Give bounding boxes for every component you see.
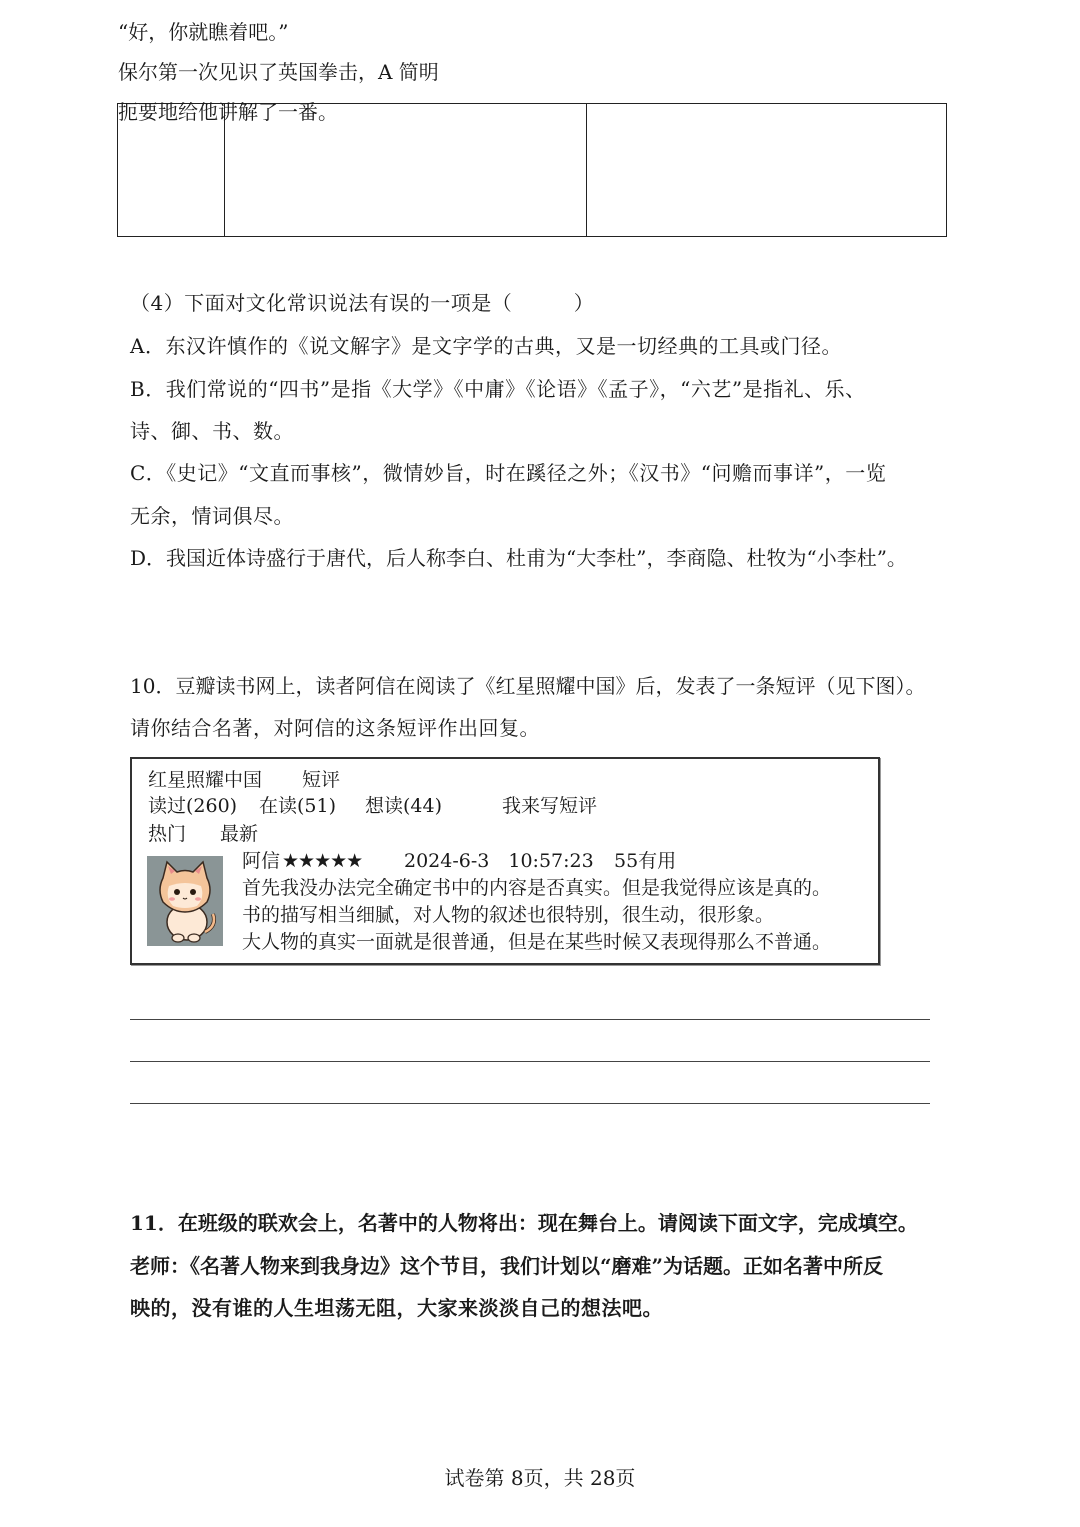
review-section-label: 短评 <box>302 769 341 791</box>
q4-option-c-cont: 无余，情词俱尽。 <box>130 504 294 528</box>
review-datetime: 2024-6-3 10:57:23 <box>404 850 594 872</box>
q4-stem: （4）下面对文化常识说法有误的一项是（ ） <box>130 291 595 315</box>
stat-read: 读过(260) <box>148 795 238 817</box>
tab-hot: 热门 <box>148 823 187 845</box>
q4-option-a: A．东汉许慎作的《说文解字》是文字学的古典，又是一切经典的工具或门径。 <box>130 334 842 358</box>
q10-line1: 10．豆瓣读书网上，读者阿信在阅读了《红星照耀中国》后，发表了一条短评（见下图）。 <box>130 674 926 698</box>
q4-option-d: D．我国近体诗盛行于唐代，后人称李白、杜甫为“大李杜”，李商隐、杜牧为“小李杜”。 <box>130 546 907 570</box>
tab-latest: 最新 <box>220 823 259 845</box>
answer-line <box>130 1019 930 1020</box>
review-card <box>130 757 880 965</box>
table-line: 保尔第一次见识了英国拳击，A 简明 <box>118 60 439 84</box>
table-divider <box>586 104 587 236</box>
review-useful-count: 55有用 <box>614 850 677 872</box>
q11-line3: 映的，没有谁的人生坦荡无阻，大家来淡淡自己的想法吧。 <box>130 1296 663 1320</box>
stat-want: 想读(44) <box>365 795 443 817</box>
answer-line <box>130 1061 930 1062</box>
review-stars: ★★★★★ <box>282 850 363 872</box>
review-body-line: 大人物的真实一面就是很普通，但是在某些时候又表现得那么不普通。 <box>242 931 832 953</box>
review-book-title: 红星照耀中国 <box>148 769 263 791</box>
q4-option-b-cont: 诗、御、书、数。 <box>130 419 294 443</box>
table-cell-text <box>118 12 439 132</box>
q11-line1: 11．在班级的联欢会上，名著中的人物将出：现在舞台上。请阅读下面文字，完成填空。 <box>130 1211 918 1235</box>
review-body-line: 书的描写相当细腻，对人物的叙述也很特别，很生动，很形象。 <box>242 904 775 926</box>
q4-option-b: B．我们常说的“四书”是指《大学》《中庸》《论语》《孟子》，“六艺”是指礼、乐、 <box>130 377 866 401</box>
q4-option-c: C．《史记》“文直而事核”，微情妙旨，时在蹊径之外；《汉书》“问赡而事详”，一览 <box>130 461 887 485</box>
cat-icon <box>147 856 223 946</box>
table-line: 扼要地给他讲解了一番。 <box>118 100 338 124</box>
table-line: “好，你就瞧着吧。” <box>118 20 289 44</box>
write-review-link: 我来写短评 <box>502 795 598 817</box>
review-user: 阿信 <box>242 850 281 872</box>
q11-line2: 老师：《名著人物来到我身边》这个节目，我们计划以“磨难”为话题。正如名著中所反 <box>130 1254 884 1278</box>
cat-avatar <box>147 856 223 946</box>
page-footer: 试卷第 8页，共 28页 <box>444 1466 636 1490</box>
q10-line2: 请你结合名著，对阿信的这条短评作出回复。 <box>130 716 540 740</box>
review-body-line: 首先我没办法完全确定书中的内容是否真实。但是我觉得应该是真的。 <box>242 877 832 899</box>
stat-reading: 在读(51) <box>259 795 337 817</box>
answer-line <box>130 1103 930 1104</box>
